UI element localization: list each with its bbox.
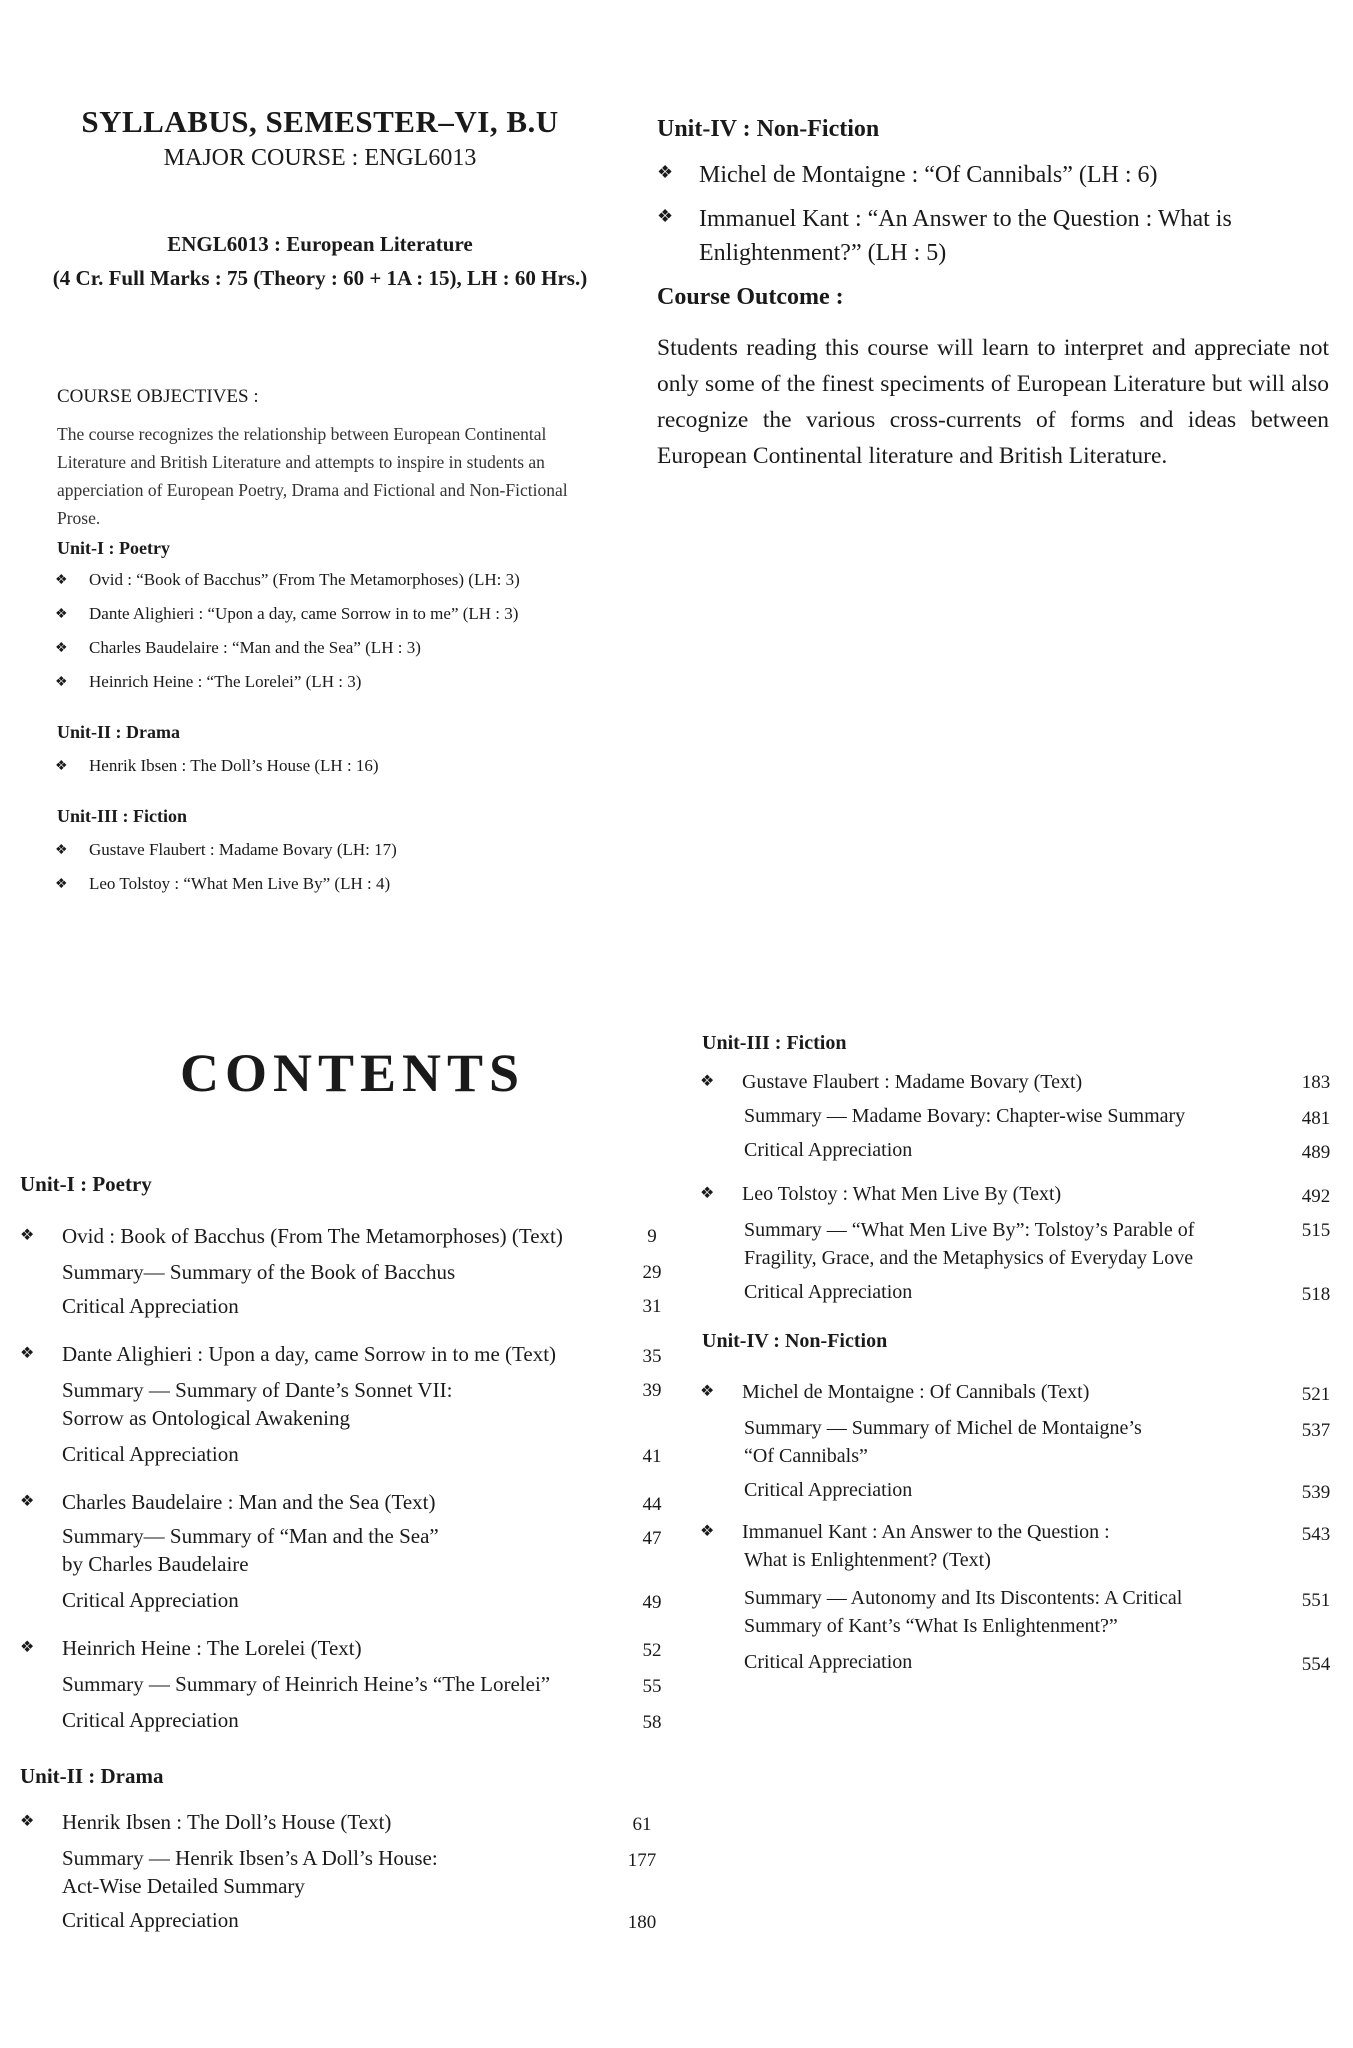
page-number: 554: [1301, 1654, 1331, 1675]
toc-entry: ❖ Leo Tolstoy : What Men Live By (Text): [700, 1180, 1061, 1208]
toc-critical: Critical Appreciation: [744, 1139, 913, 1161]
course-marks: (4 Cr. Full Marks : 75 (Theory : 60 + 1A : 15), LH : 60 Hrs.): [52, 266, 588, 290]
bullet-icon: ❖: [700, 1185, 715, 1202]
bullet-icon: ❖: [55, 758, 68, 774]
toc-critical: Critical Appreciation: [744, 1479, 913, 1501]
major-course: MAJOR COURSE : ENGL6013: [163, 145, 477, 171]
page-number: 539: [1301, 1482, 1331, 1503]
course-name: ENGL6013 : European Literature: [167, 232, 473, 256]
toc-summary: Summary — Madame Bovary: Chapter-wise Summary: [744, 1105, 1186, 1127]
page-number: 29: [642, 1262, 662, 1283]
bullet-icon: ❖: [20, 1493, 35, 1510]
toc-entry: ❖ Ovid : Book of Bacchus (From The Metamorphoses) (Text): [20, 1224, 563, 1248]
bullet-icon: ❖: [700, 1073, 715, 1090]
syllabus-title: SYLLABUS, SEMESTER–VI, B.U: [81, 104, 559, 139]
page-number: 543: [1301, 1524, 1331, 1545]
syllabus-unit3-item: ❖ Gustave Flaubert : Madame Bovary (LH: 17): [55, 840, 397, 859]
toc-critical: Critical Appreciation: [62, 1442, 239, 1466]
page-number: 515: [1301, 1220, 1331, 1241]
page-number: 47: [642, 1528, 662, 1549]
toc-entry: ❖ Michel de Montaigne : Of Cannibals (Text): [700, 1378, 1089, 1406]
bullet-icon: ❖: [657, 206, 674, 226]
bullet-icon: ❖: [20, 1227, 35, 1244]
contents-title: CONTENTS: [180, 1043, 526, 1103]
page-number: 177: [627, 1850, 657, 1871]
objectives-text: The course recognizes the relationship between European Continental Literature and British Literature and attempts to inspire in students an apperciation of European Poetry, Drama and Fictional and Non-Fictional Prose.: [57, 424, 568, 528]
bullet-icon: ❖: [700, 1523, 715, 1540]
objectives-heading: COURSE OBJECTIVES :: [57, 386, 259, 407]
bullet-icon: ❖: [20, 1813, 35, 1830]
page-number: 61: [632, 1814, 652, 1835]
toc-summary: Summary— Summary of the Book of Bacchus: [62, 1260, 456, 1284]
page-number: 9: [647, 1226, 657, 1247]
page-number: 31: [642, 1296, 662, 1317]
contents-unit3-heading: Unit-III : Fiction: [702, 1032, 847, 1054]
page-number: 180: [627, 1912, 657, 1933]
bullet-icon: ❖: [55, 640, 68, 656]
toc-critical: Critical Appreciation: [62, 1588, 239, 1612]
toc-entry: ❖ Charles Baudelaire : Man and the Sea (Text): [20, 1490, 436, 1514]
bullet-icon: ❖: [55, 606, 68, 622]
bullet-icon: ❖: [20, 1345, 35, 1362]
syllabus-unit1-item: ❖ Charles Baudelaire : “Man and the Sea” (LH : 3): [55, 638, 421, 657]
page-number: 35: [642, 1346, 662, 1367]
page-number: 39: [642, 1380, 662, 1401]
syllabus-unit1-heading: Unit-I : Poetry: [57, 538, 170, 558]
toc-critical: Critical Appreciation: [62, 1708, 239, 1732]
toc-summary: Summary — Henrik Ibsen’s A Doll’s House:: [62, 1846, 438, 1870]
toc-summary: Summary — Summary of Michel de Montaigne’s: [744, 1417, 1142, 1439]
toc-entry: ❖ Heinrich Heine : The Lorelei (Text): [20, 1636, 362, 1660]
outcome-text: Students reading this course will learn to interpret and appreciate not only some of the finest speciments of European Literature but will also recognize the various cross-currents of forms and ideas between European Continental literature and British Literature.: [657, 335, 1329, 469]
toc-critical: Critical Appreciation: [744, 1651, 913, 1673]
page-number: 44: [642, 1494, 662, 1515]
bullet-icon: ❖: [657, 162, 674, 182]
toc-entry: ❖ Immanuel Kant : An Answer to the Question :: [700, 1518, 1110, 1546]
syllabus-unit4-item: ❖ Immanuel Kant : “An Answer to the Question : What is Enlightenment?” (LH : 5): [657, 202, 1329, 270]
contents-unit4-heading: Unit-IV : Non-Fiction: [702, 1330, 888, 1352]
bullet-icon: ❖: [55, 876, 68, 892]
toc-critical: Critical Appreciation: [62, 1294, 239, 1318]
syllabus-unit3-item: ❖ Leo Tolstoy : “What Men Live By” (LH : 4): [55, 874, 391, 893]
page-number: 41: [642, 1446, 662, 1467]
toc-summary-cont: by Charles Baudelaire: [62, 1552, 249, 1576]
page-number: 521: [1301, 1384, 1331, 1405]
syllabus-unit3-heading: Unit-III : Fiction: [57, 806, 187, 826]
syllabus-unit1-item: ❖ Ovid : “Book of Bacchus” (From The Metamorphoses) (LH: 3): [55, 570, 520, 589]
syllabus-unit1-item: ❖ Heinrich Heine : “The Lorelei” (LH : 3): [55, 672, 362, 691]
page-number: 55: [642, 1676, 662, 1697]
bullet-icon: ❖: [700, 1383, 715, 1400]
toc-entry: ❖ Dante Alighieri : Upon a day, came Sorrow in to me (Text): [20, 1342, 557, 1366]
toc-summary-cont: Summary of Kant’s “What Is Enlightenment?”: [744, 1615, 1118, 1637]
page-number: 481: [1301, 1108, 1331, 1129]
toc-entry: ❖ Gustave Flaubert : Madame Bovary (Text): [700, 1068, 1082, 1096]
toc-summary: Summary— Summary of “Man and the Sea”: [62, 1524, 439, 1548]
bullet-icon: ❖: [55, 674, 68, 690]
toc-summary: Summary — Autonomy and Its Discontents: A Critical: [744, 1587, 1183, 1609]
page-number: 49: [642, 1592, 662, 1613]
bullet-icon: ❖: [20, 1639, 35, 1656]
toc-summary-cont: Sorrow as Ontological Awakening: [62, 1406, 350, 1430]
toc-critical: Critical Appreciation: [62, 1908, 239, 1932]
syllabus-unit2-item: ❖ Henrik Ibsen : The Doll’s House (LH : 16): [55, 756, 379, 775]
page-number: 52: [642, 1640, 662, 1661]
toc-summary: Summary — Summary of Heinrich Heine’s “The Lorelei”: [62, 1672, 551, 1696]
page-number: 518: [1301, 1284, 1331, 1305]
page-number: 489: [1301, 1142, 1331, 1163]
toc-entry: ❖ Henrik Ibsen : The Doll’s House (Text): [20, 1810, 392, 1834]
page-number: 492: [1301, 1186, 1331, 1207]
toc-summary: Summary — Summary of Dante’s Sonnet VII:: [62, 1378, 453, 1402]
page-number: 551: [1301, 1590, 1331, 1611]
syllabus-unit1-item: ❖ Dante Alighieri : “Upon a day, came Sorrow in to me” (LH : 3): [55, 604, 519, 623]
toc-entry-cont: What is Enlightenment? (Text): [744, 1549, 991, 1571]
contents-unit2-heading: Unit-II : Drama: [20, 1764, 164, 1788]
contents-unit1-heading: Unit-I : Poetry: [20, 1172, 152, 1196]
page-number: 183: [1301, 1072, 1331, 1093]
page-number: 58: [642, 1712, 662, 1733]
bullet-icon: ❖: [55, 572, 68, 588]
bullet-icon: ❖: [55, 842, 68, 858]
outcome-heading: Course Outcome :: [657, 284, 844, 310]
page-number: 537: [1301, 1420, 1331, 1441]
syllabus-unit2-heading: Unit-II : Drama: [57, 722, 180, 742]
toc-summary-cont: Act-Wise Detailed Summary: [62, 1874, 305, 1898]
syllabus-unit4-heading: Unit-IV : Non-Fiction: [657, 116, 880, 142]
syllabus-unit4-item: ❖ Michel de Montaigne : “Of Cannibals” (LH : 6): [657, 158, 1329, 192]
toc-summary-cont: “Of Cannibals”: [744, 1445, 868, 1467]
toc-critical: Critical Appreciation: [744, 1281, 913, 1303]
toc-summary-cont: Fragility, Grace, and the Metaphysics of Everyday Love: [744, 1247, 1194, 1269]
toc-summary: Summary — “What Men Live By”: Tolstoy’s Parable of: [744, 1219, 1195, 1241]
